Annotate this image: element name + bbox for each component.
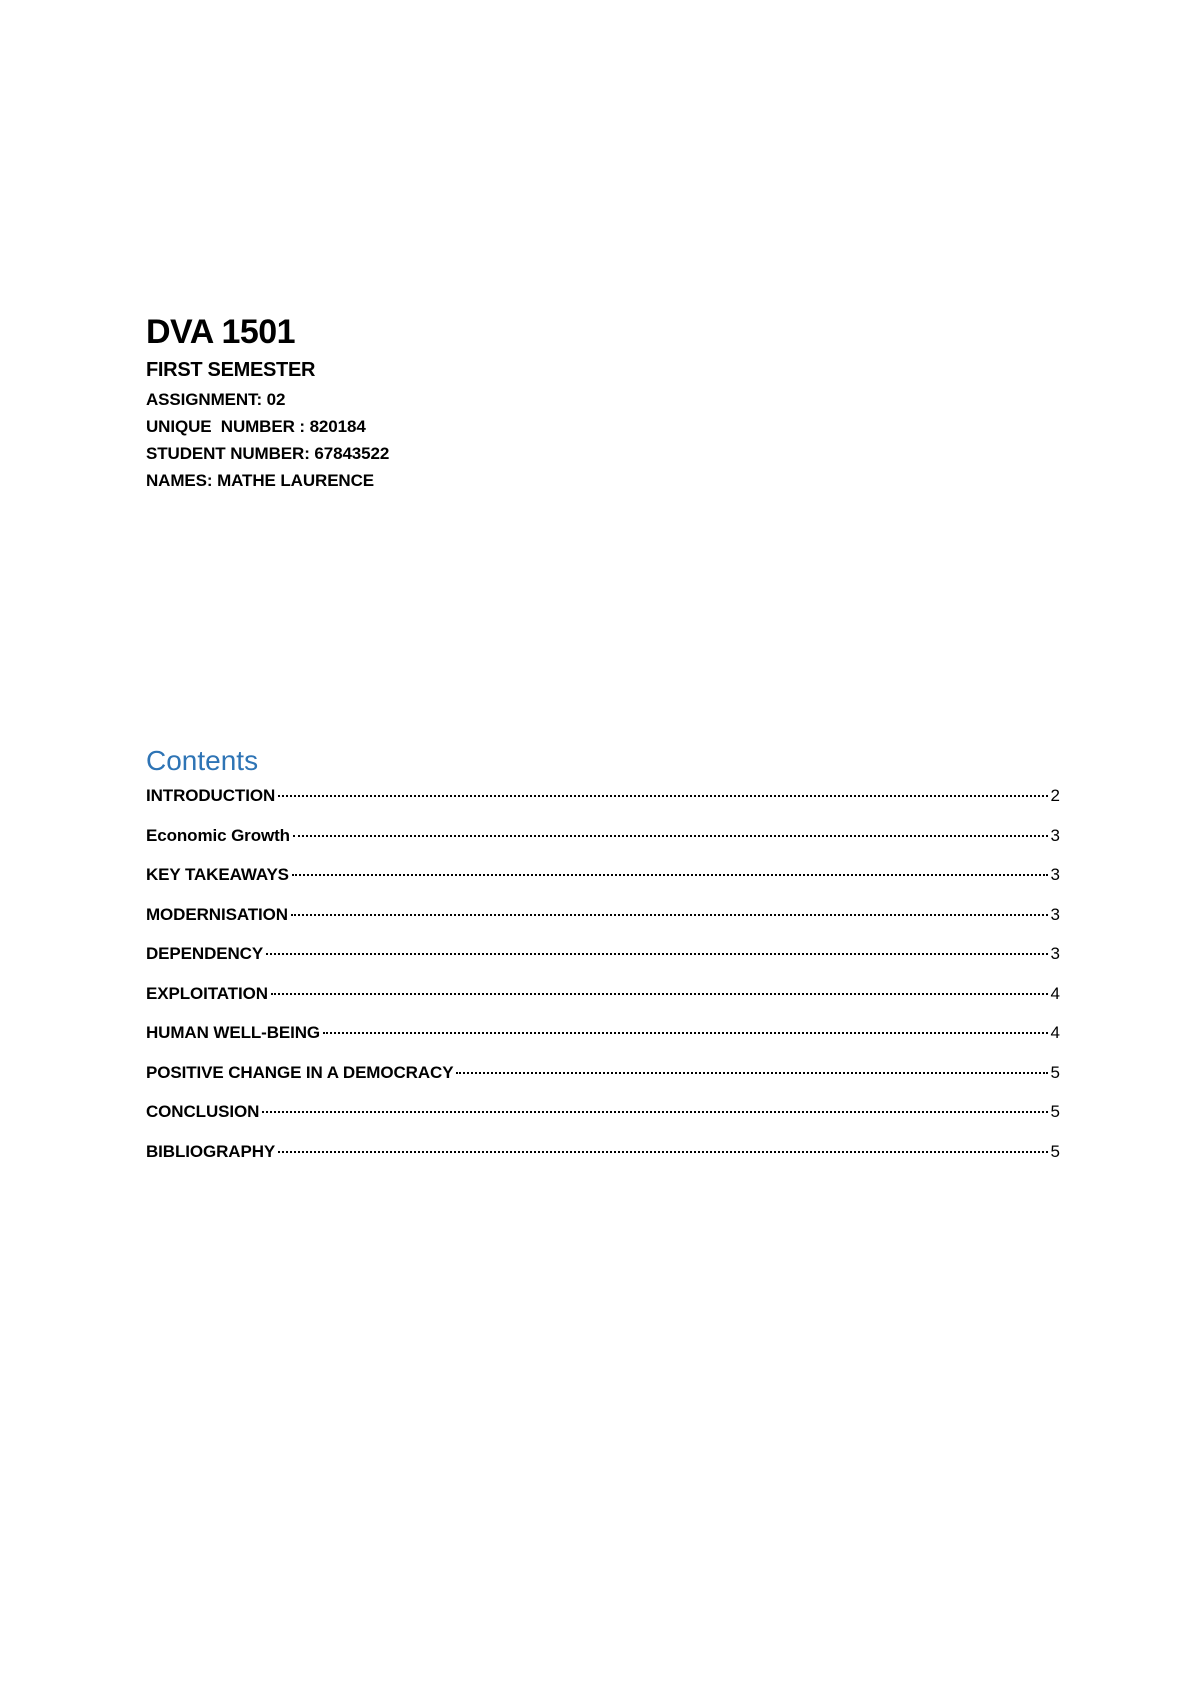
contents-heading: Contents <box>146 745 259 776</box>
toc-entry-label: CONCLUSION <box>146 1102 260 1121</box>
toc-entry-introduction[interactable] <box>146 785 1060 825</box>
toc-entry-page: 5 <box>1050 1102 1060 1121</box>
toc-entry-label: Economic Growth <box>146 825 290 845</box>
toc-dot-leader <box>262 1111 1047 1113</box>
toc-entry-label: KEY TAKEAWAYS <box>146 865 289 884</box>
toc-entry-conclusion[interactable] <box>146 1101 1060 1141</box>
toc-entry-page: 4 <box>1050 983 1060 1003</box>
toc-entry-human-well-being[interactable] <box>146 1022 1060 1062</box>
student-names: NAMES: MATHE LAURENCE <box>146 471 375 490</box>
toc-entry-page: 2 <box>1050 786 1060 805</box>
toc-dot-leader <box>266 953 1047 955</box>
assignment-number: ASSIGNMENT: 02 <box>146 390 286 409</box>
toc-entry-page: 5 <box>1050 1141 1060 1161</box>
toc-dot-leader <box>278 795 1047 797</box>
toc-entry-economic-growth[interactable] <box>146 825 1060 865</box>
toc-entry-bibliography[interactable] <box>146 1141 1060 1181</box>
toc-entry-label: HUMAN WELL-BEING <box>146 1023 321 1042</box>
toc-entry-label: EXPLOITATION <box>146 983 268 1003</box>
toc-dot-leader <box>456 1072 1047 1074</box>
semester: FIRST SEMESTER <box>146 359 316 381</box>
toc-entry-modernisation[interactable] <box>146 904 1060 944</box>
toc-entry-page: 3 <box>1050 944 1060 963</box>
toc-entry-key-takeaways[interactable] <box>146 864 1060 904</box>
toc-entry-label: BIBLIOGRAPHY <box>146 1141 276 1161</box>
toc-dot-leader <box>293 835 1048 837</box>
toc-entry-label: INTRODUCTION <box>146 786 276 805</box>
course-code: DVA 1501 <box>146 313 296 351</box>
toc-entry-label: POSITIVE CHANGE IN A DEMOCRACY <box>146 1062 454 1082</box>
toc-entry-page: 4 <box>1050 1023 1060 1042</box>
toc-entry-label: DEPENDENCY <box>146 944 264 963</box>
toc-dot-leader <box>271 993 1048 995</box>
student-number: STUDENT NUMBER: 67843522 <box>146 444 390 463</box>
table-of-contents <box>146 785 1060 1180</box>
toc-entry-page: 3 <box>1050 904 1060 924</box>
toc-dot-leader <box>278 1151 1047 1153</box>
toc-entry-positive-change[interactable] <box>146 1062 1060 1102</box>
toc-dot-leader <box>323 1032 1047 1034</box>
toc-entry-label: MODERNISATION <box>146 904 288 924</box>
cover-block <box>146 312 846 494</box>
toc-entry-page: 3 <box>1050 865 1060 884</box>
toc-entry-page: 5 <box>1050 1062 1060 1082</box>
toc-dot-leader <box>292 874 1048 876</box>
toc-entry-dependency[interactable] <box>146 943 1060 983</box>
toc-dot-leader <box>291 914 1048 916</box>
toc-entry-exploitation[interactable] <box>146 983 1060 1023</box>
unique-number: UNIQUE NUMBER : 820184 <box>146 417 366 436</box>
toc-entry-page: 3 <box>1050 825 1060 845</box>
